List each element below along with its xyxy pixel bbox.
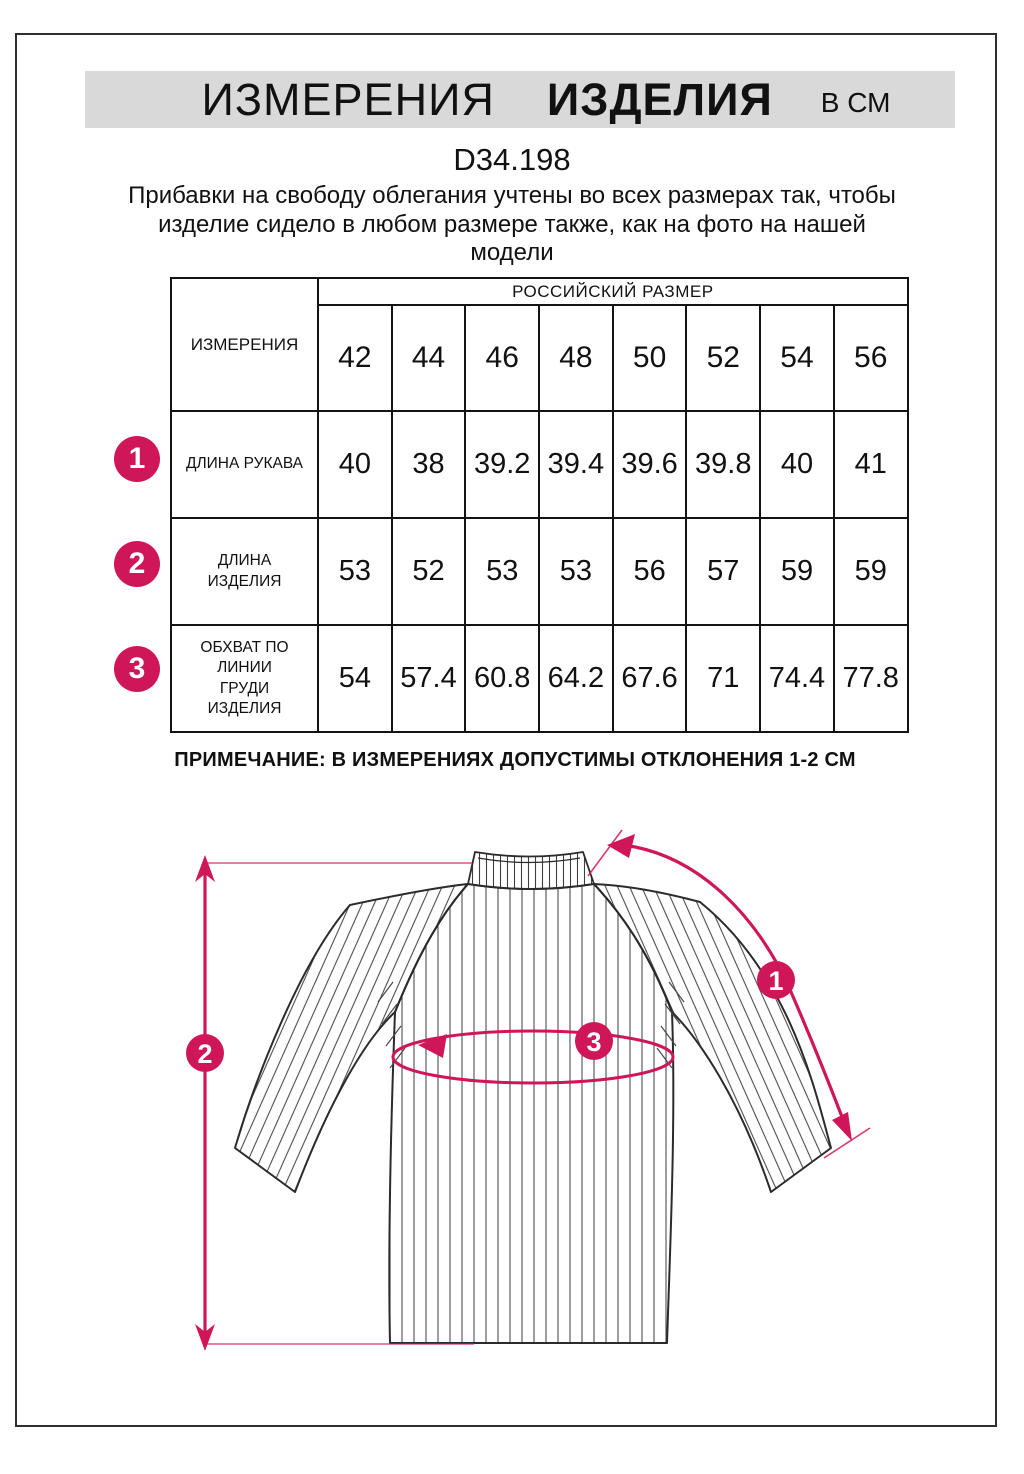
product-code: D34.198 [453,142,571,177]
table-row [171,278,908,305]
value-cell: 38 [392,411,466,518]
value-cell: 39.8 [686,411,760,518]
value-cell: 40 [760,411,834,518]
size-header-cell: 46 [465,305,539,411]
value-cell: 67.6 [613,625,687,732]
row-label: ДЛИНА ИЗДЕЛИЯ [171,518,318,625]
page-title-emphasis: ИЗДЕЛИЯ [546,73,773,125]
chest-badge [575,1022,613,1060]
title-banner [85,71,955,128]
size-header-cell: 44 [392,305,466,411]
size-header-cell: 42 [318,305,392,411]
fit-description-line: модели [470,239,554,266]
size-header-cell: 50 [613,305,687,411]
table-row-chest-girth [171,625,908,732]
value-cell: 53 [539,518,613,625]
value-cell: 74.4 [760,625,834,732]
fit-description [22,182,1002,268]
value-cell: 52 [392,518,466,625]
value-cell: 40 [318,411,392,518]
page-title: ИЗМЕРЕНИЯ [201,73,495,125]
size-header-cell: 56 [834,305,908,411]
tolerance-note: ПРИМЕЧАНИЕ: В ИЗМЕРЕНИЯХ ДОПУСТИМЫ ОТКЛОНЕНИЯ 1-2 СМ [174,749,856,771]
measure-badge-3: 3 [114,646,160,692]
value-cell: 71 [686,625,760,732]
title-units: В СМ [820,86,891,118]
value-cell: 54 [318,625,392,732]
measure-badge-1: 1 [114,436,160,482]
value-cell: 39.4 [539,411,613,518]
value-cell: 39.6 [613,411,687,518]
fit-description-line: Прибавки на свободу облегания учтены во всех размерах так, чтобы [128,182,896,209]
row-label: ДЛИНА РУКАВА [171,411,318,518]
value-cell: 39.2 [465,411,539,518]
size-group-header: РОССИЙСКИЙ РАЗМЕР [318,278,908,305]
value-cell: 57 [686,518,760,625]
svg-text:3: 3 [586,1027,602,1057]
value-cell: 59 [834,518,908,625]
garment-body [389,884,673,1343]
value-cell: 53 [318,518,392,625]
value-cell: 77.8 [834,625,908,732]
value-cell: 57.4 [392,625,466,732]
length-badge [186,1034,224,1072]
collar [468,852,594,889]
value-cell: 56 [613,518,687,625]
table-row-sleeve-length [171,411,908,518]
fit-description-line: изделие сидело в любом размере также, как на фото на нашей [158,210,866,238]
measure-column-header: ИЗМЕРЕНИЯ [171,278,318,411]
value-cell: 60.8 [465,625,539,732]
table-row-item-length [171,518,908,625]
measure-badge-2: 2 [114,541,160,587]
svg-text:2: 2 [197,1039,213,1069]
row-label: ОБХВАТ ПО ЛИНИИ ГРУДИ ИЗДЕЛИЯ [171,625,318,732]
size-header-cell: 48 [539,305,613,411]
sleeve-badge [757,961,795,999]
svg-text:1: 1 [768,966,784,996]
value-cell: 41 [834,411,908,518]
size-header-cell: 52 [686,305,760,411]
value-cell: 59 [760,518,834,625]
value-cell: 64.2 [539,625,613,732]
size-header-cell: 54 [760,305,834,411]
garment-diagram [0,820,1024,1380]
size-table [170,277,909,733]
value-cell: 53 [465,518,539,625]
